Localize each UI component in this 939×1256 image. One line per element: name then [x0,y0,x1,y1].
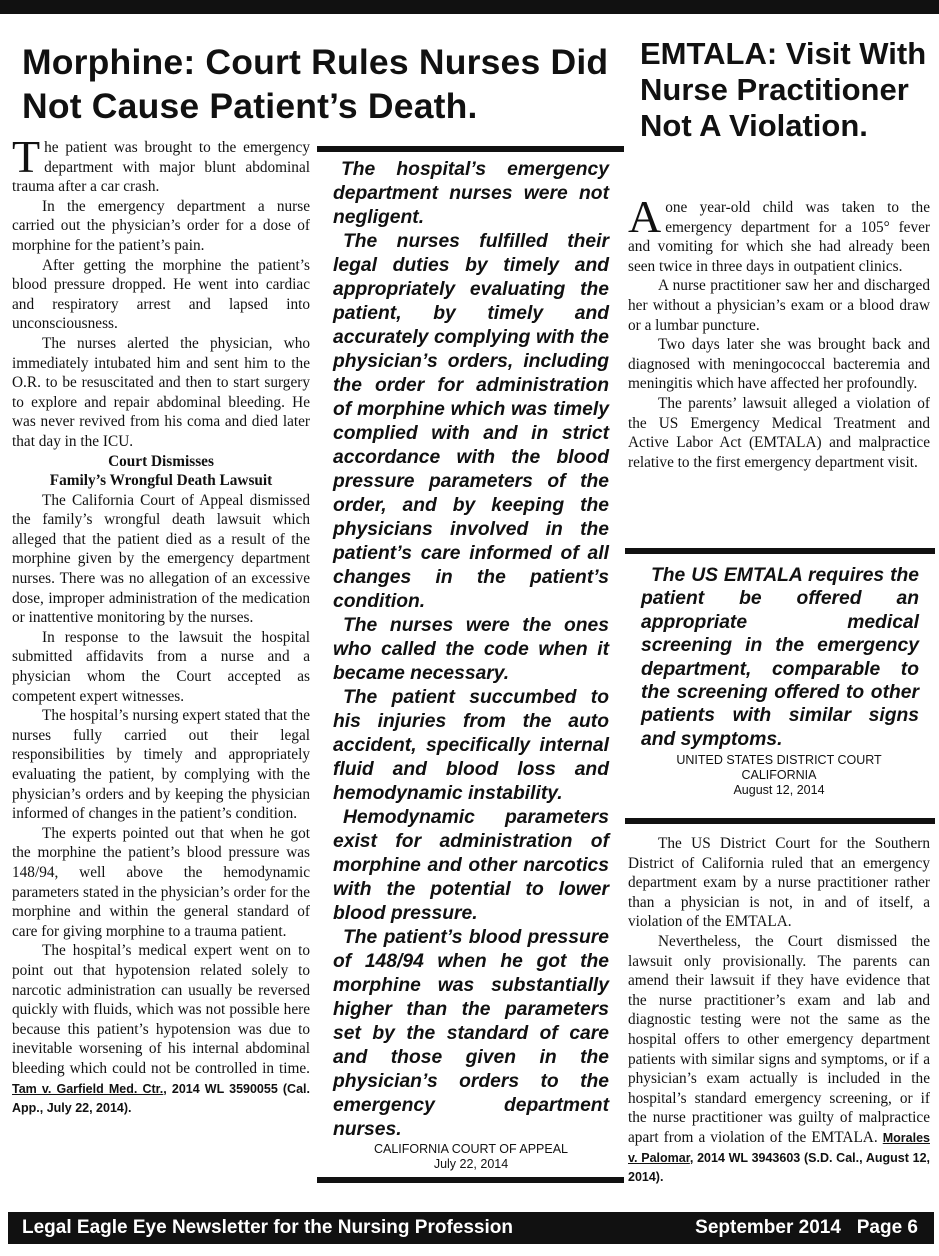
footer-bar [8,1212,934,1244]
article-headline-emtala: EMTALA: Visit With Nurse Practitioner Not A Violation. [640,36,927,143]
article-body-emtala-part1 [628,191,930,472]
drop-cap: A [628,191,662,242]
quote-paragraph: The patient succumbed to his injuries from the auto accident, specifically internal fluid and blood loss and hemodynamic instability. [333,687,609,804]
paragraph: In the emergency department a nurse carried out the physician’s order for a dose of morphine for the patient’s pain. [12,197,310,254]
quote-source-state: CALIFORNIA [741,768,817,782]
paragraph: The California Court of Appeal dismissed the family’s wrongful death lawsuit which alleged that the patient died as a result of the morphine given by the emergency department nurses. There was no allegation of an excessive dose, improper administration of the medication or inattentive monitoring by the nurses. [12,491,310,627]
case-name: Morales v. Palomar [628,1130,930,1165]
drop-cap: T [12,131,41,182]
column-rule-quote-bottom [625,818,935,824]
paragraph-text: The hospital’s medical expert went on to point out that hypotension related solely to narcotic administration can usually be reversed quickly with fluids, which was not possible here because this patient’s hypotension was due to inevitable worsening of his internal abdominal bleeding which could not be controlled in time. [12,942,310,1077]
citation-details: , 2014 WL 3590055 (Cal. App., July 22, 2014). [12,1081,310,1116]
paragraph: In response to the lawsuit the hospital submitted affidavits from a nurse and a physician whom the Court accepted as competent expert witnesses. [12,628,310,705]
article-headline-morphine: Morphine: Court Rules Nurses Did Not Cause Patient’s Death. [22,42,609,126]
quote-source-block [640,753,918,798]
quote-paragraph: Hemodynamic parameters exist for administration of morphine and other narcotics with the potential to lower blood pressure. [333,807,609,924]
paragraph: The hospital’s nursing expert stated that the nurses fully carried out their legal responsibilities by timely and appropriately evaluating the patient, by complying with the physician’s orders and by keeping the physician informed of changes in the patient’s condition. [12,707,310,823]
newsletter-title: Legal Eagle Eye Newsletter for the Nursing Profession [22,1217,513,1238]
paragraph: Two days later she was brought back and diagnosed with meningococcal bacteremia and meningitis which have affected her profoundly. [628,336,930,393]
quote-paragraph: The patient’s blood pressure of 148/94 when he got the morphine was substantially higher than the parameters set by the standard of care and those given in the physician’s orders to the emergency department nurses. [333,927,609,1140]
case-name: Tam v. Garfield Med. Ctr. [12,1081,164,1096]
citation-details: , 2014 WL 3943603 (S.D. Cal., August 12, 2014). [628,1150,931,1185]
paragraph [12,941,310,1117]
paragraph [628,932,930,1187]
quote-date: July 22, 2014 [433,1157,509,1171]
paragraph-text: he patient was brought to the emergency department with major blunt abdominal trauma after a car crash. [12,139,310,196]
quote-source: CALIFORNIA COURT OF APPEAL [373,1142,569,1156]
pull-quote-emtala: The US EMTALA requires the patient be offered an appropriate medical screening in the emergency department, comparable to the screening offered to other patients with similar signs and symptoms. [641,565,919,750]
case-citation [12,1082,310,1116]
column-rule-quote-top [625,548,935,554]
subheading: Family’s Wrongful Death Lawsuit [49,472,273,490]
top-bar [0,0,939,14]
paragraph [628,191,930,276]
paragraph: A nurse practitioner saw her and discharged her without a physician’s exam or a blood draw or a lumbar puncture. [628,277,930,334]
paragraph [12,131,310,197]
paragraph: The US District Court for the Southern District of California ruled that an emergency department exam by a nurse practitioner rather than a physician is not, in and of itself, a violation of the EMTALA. [628,835,930,931]
column-rule-top [317,146,624,152]
article-body-morphine [12,131,310,1118]
article-body-emtala-part2 [628,834,930,1187]
paragraph: The parents’ lawsuit alleged a violation of the US Emergency Medical Treatment and Active Labor Act (EMTALA) and malpractice relative to the first emergency department visit. [628,394,930,471]
paragraph: After getting the morphine the patient’s blood pressure dropped. He went into cardiac and respiratory arrest and lapsed into unconsciousness. [12,256,310,333]
quote-paragraph: The nurses fulfilled their legal duties by timely and appropriately evaluating the patient, by timely and accurately complying with the physician’s orders, including the order for administration of morphine which was timely complied with and in strict accordance with the blood pressure parameters of the order, and by keeping the physicians involved in the patient’s care informed of all changes in the patient’s condition. [333,231,609,612]
paragraph-text: one year-old child was taken to the emergency department for a 105° fever and vomiting for which she had already been seen twice in three days in outpatient clinics. [628,199,930,275]
paragraph-text: Nevertheless, the Court dismissed the lawsuit only provisionally. The parents can amend their lawsuit if they have evidence that the nurse practitioner’s exam and lab and diagnostic testing were not the same as the hospital offers to other emergency department patients with similar signs and symptoms, or if a physician’s exam actually is included in the hospital’s standard emergency screening, or if the nurse practitioner was guilty of malpractice apart from a violation of the EMTALA. [628,932,930,1146]
quote-date: August 12, 2014 [733,783,825,797]
quote-source: UNITED STATES DISTRICT COURT [676,753,882,767]
pull-quote-morphine [333,158,609,1172]
quote-paragraph: The hospital’s emergency department nurses were not negligent. [333,159,609,228]
column-rule-bottom [317,1177,624,1183]
paragraph: The experts pointed out that when he got the morphine the patient’s blood pressure was 148/94, well above the hemodynamic parameters stated in the physician’s order for the morphine and within the general standard of care for giving morphine to a trauma patient. [12,824,310,940]
quote-paragraph: The nurses were the ones who called the code when it became necessary. [333,615,609,684]
issue-page: September 2014 Page 6 [695,1217,918,1238]
subheading: Court Dismisses [108,452,214,470]
paragraph: The nurses alerted the physician, who immediately intubated him and sent him to the O.R. to be resuscitated and then to start surgery to explore and repair abdominal bleeding. He was never revived from his coma and died later that day in the ICU. [12,334,310,450]
